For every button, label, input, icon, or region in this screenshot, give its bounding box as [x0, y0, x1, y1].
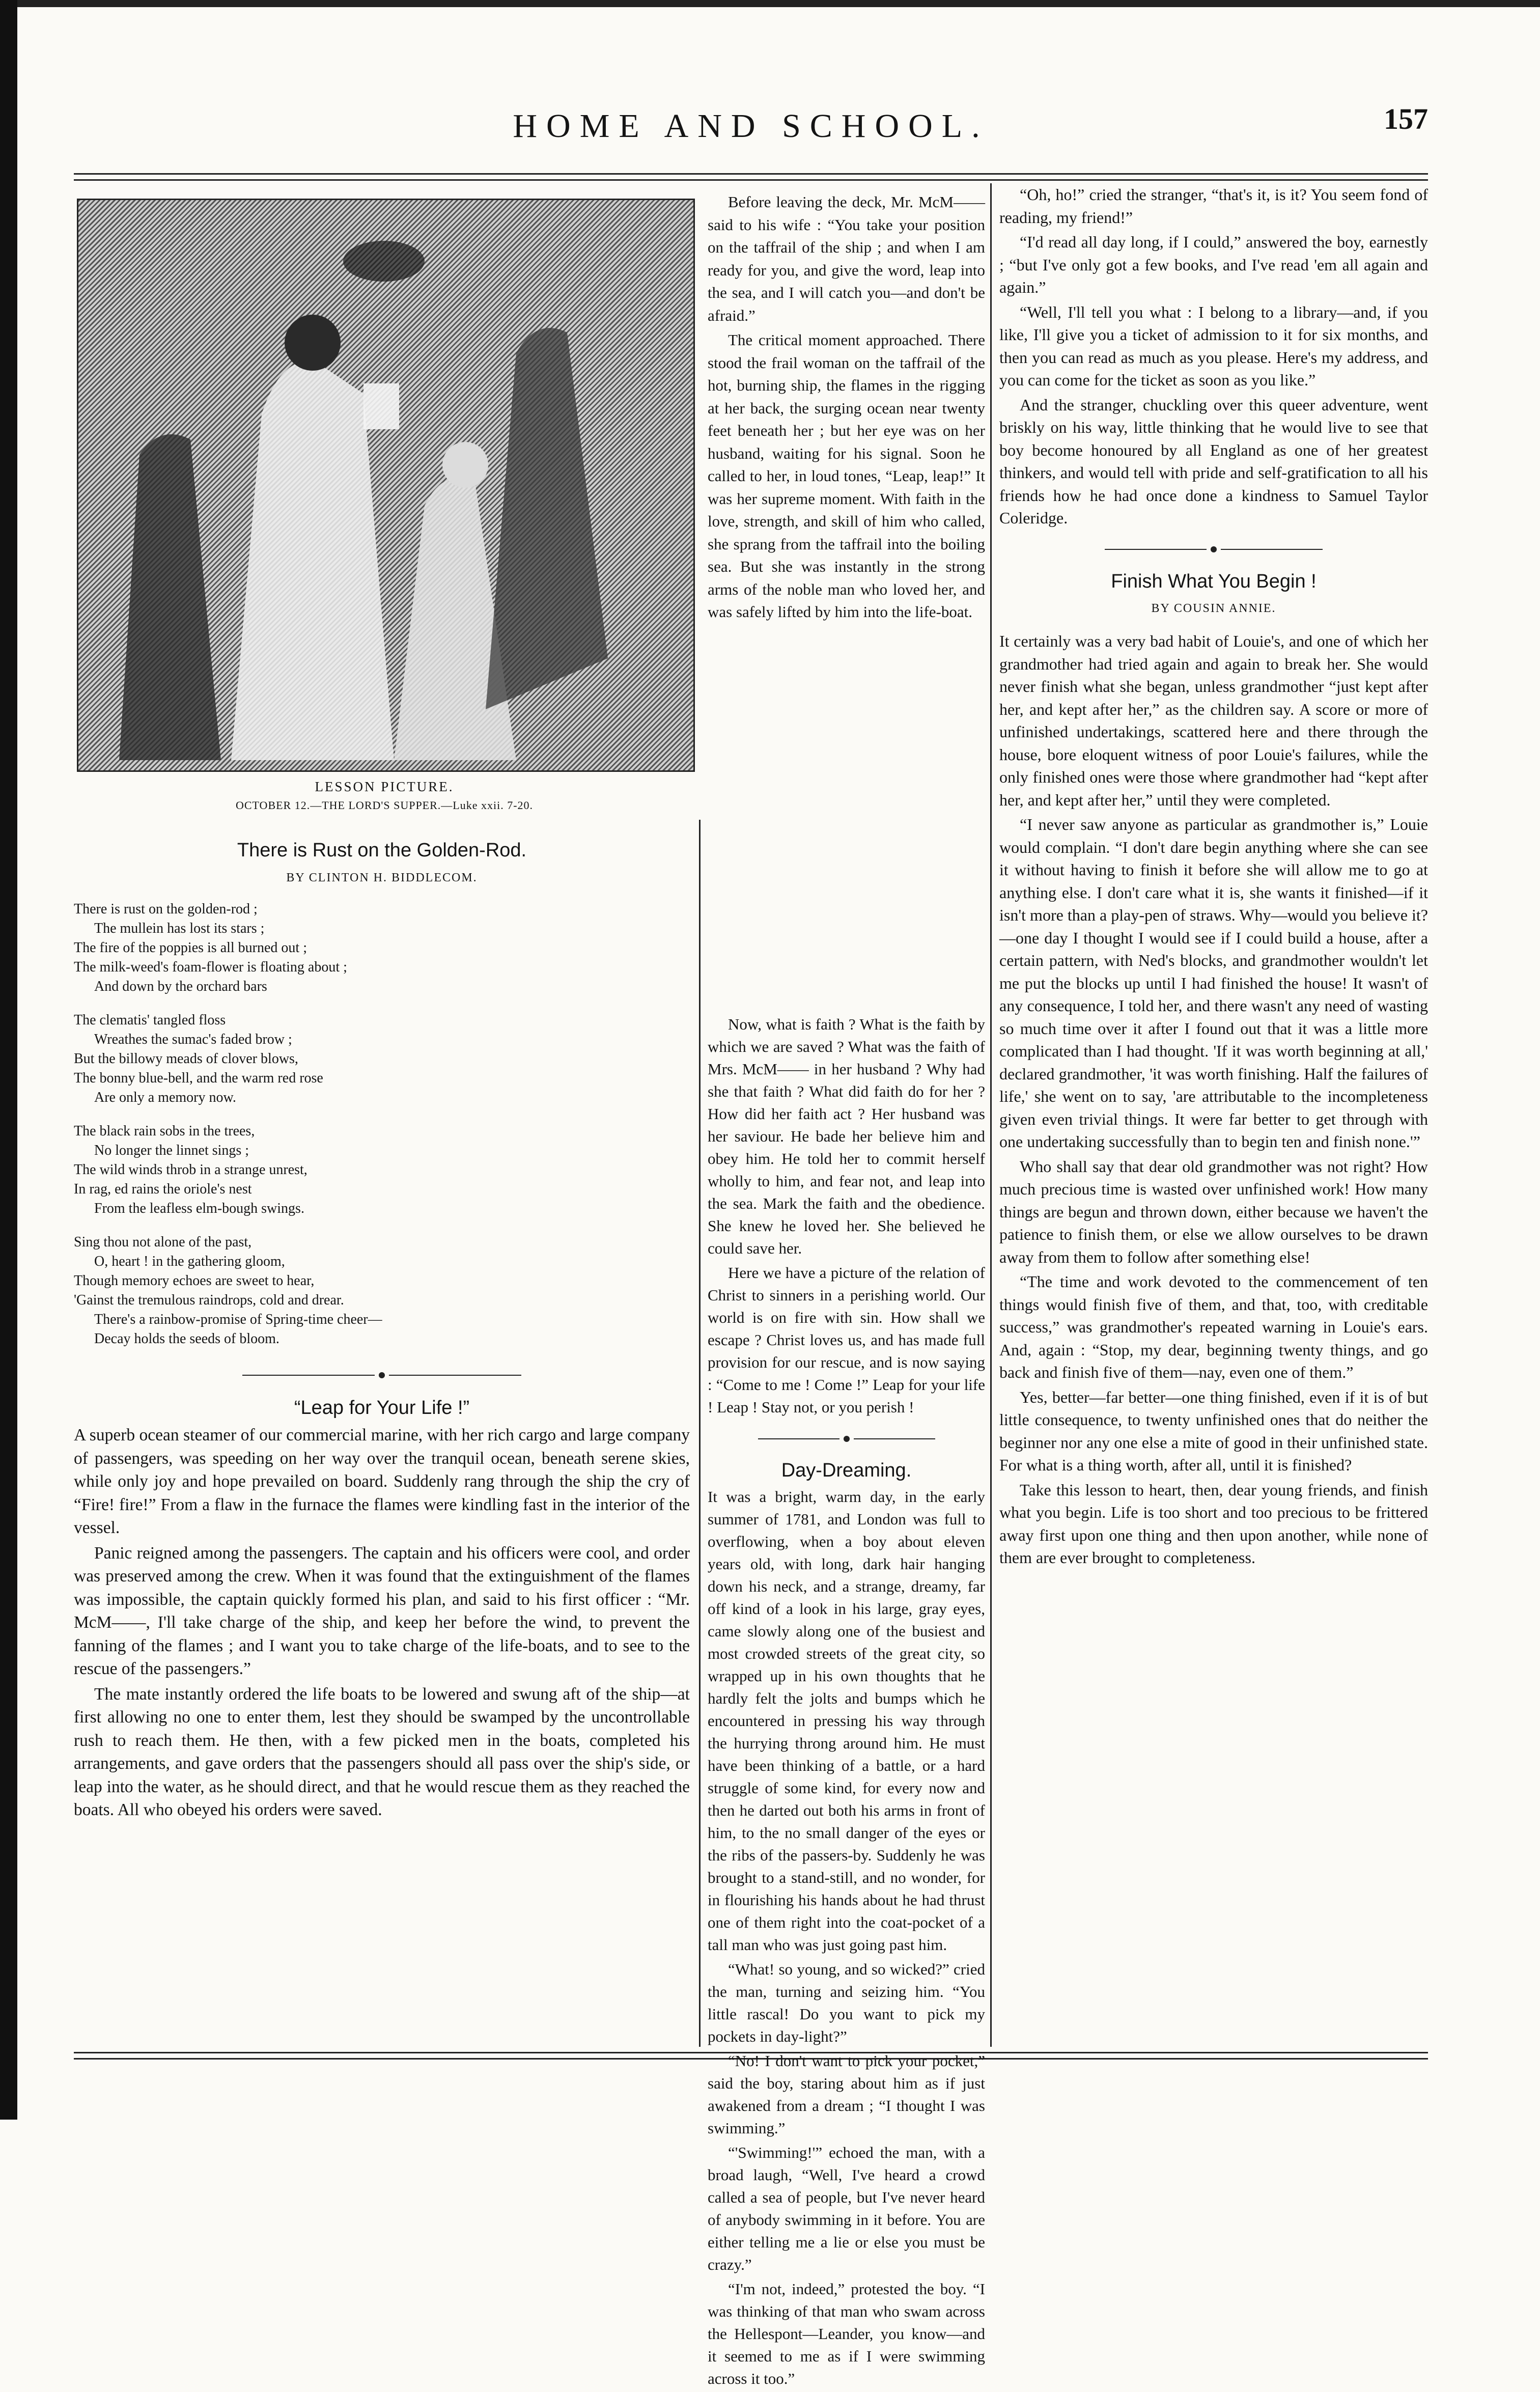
column-divider-2	[990, 183, 992, 2047]
poem-title: There is Rust on the Golden-Rod.	[237, 840, 527, 861]
finish-byline: BY COUSIN ANNIE.	[1151, 601, 1276, 615]
poem-stanza	[74, 1011, 690, 1107]
newspaper-page	[74, 66, 1428, 2387]
lesson-illustration	[77, 199, 695, 772]
finish-paragraph: Who shall say that dear old grandmother was not right? How much precious time is wasted over unfinished work! How many things are begun and thrown down, either because we haven't the patience to finish them, or else we allow ourselves to be drawn away from them to follow after something else!	[999, 1157, 1428, 1266]
leap-paragraph: Before leaving the deck, Mr. McM—— said to his wife : “You take your position on the taffrail of the ship ; and when I am ready for you, and give the word, leap into the sea, and I will catch you—and don't be afraid.”	[708, 193, 985, 324]
masthead	[74, 102, 1428, 168]
masthead-rule-bottom	[74, 179, 1428, 181]
column-1	[74, 830, 690, 1824]
masthead-title: HOME AND SCHOOL.	[513, 107, 989, 145]
scan-edge-left	[0, 0, 17, 2120]
poem-stanza	[74, 1122, 690, 1218]
poem-line: The black rain sobs in the trees,	[74, 1123, 255, 1139]
scan-edge-top	[0, 0, 1540, 7]
leap-paragraph: A superb ocean steamer of our commercial marine, with her rich cargo and large company of passengers, was speeding on her way over the tranquil ocean, beneath serene skies, while only joy and hope prevailed on board. Suddenly rang through the ship the cry of “Fire! fire!” From a flaw in the furnace the flames were kindling fast in the interior of the vessel.	[74, 1426, 690, 1537]
daydream-paragraph: “What! so young, and so wicked?” cried the man, turning and seizing him. “You little rascal! Do you want to pick my pockets in day-light?”	[708, 1960, 985, 2045]
poem-line: The clematis' tangled floss	[74, 1012, 226, 1028]
poem-byline: BY CLINTON H. BIDDLECOM.	[286, 871, 478, 884]
daydream-paragraph: “I'd read all day long, if I could,” answered the boy, earnestly ; “but I've only got a few books, and I've read 'em all again and again.”	[999, 233, 1428, 296]
poem-line: No longer the linnet sings ;	[94, 1143, 249, 1158]
poem-stanza	[74, 1233, 690, 1349]
leap-title: “Leap for Your Life !”	[294, 1397, 470, 1418]
daydream-title: Day-Dreaming.	[781, 1460, 912, 1481]
poem-line: O, heart ! in the gathering gloom,	[94, 1254, 285, 1269]
poem-line: From the leafless elm-bough swings.	[94, 1201, 304, 1216]
poem-line: Are only a memory now.	[94, 1090, 236, 1105]
poem-line: The wild winds throb in a strange unrest,	[74, 1162, 307, 1178]
masthead-rule-top	[74, 173, 1428, 175]
daydream-paragraph: “No! I don't want to pick your pocket,” said the boy, staring about him as if just awakened from a dream ; “I thought I was swimming.”	[708, 2052, 985, 2137]
column-3	[999, 183, 1428, 1571]
daydream-paragraph: And the stranger, chuckling over this queer adventure, went briskly on his way, little thinking that he would live to see that boy become honoured by all England as one of her greatest thinkers, and would tell with pride and self-gratification to all his friends how he had once done a kindness to Samuel Taylor Coleridge.	[999, 395, 1428, 527]
column-2-lower	[708, 1013, 985, 2392]
poem-line: The bonny blue-bell, and the warm red rose	[74, 1070, 323, 1086]
leap-paragraph: The mate instantly ordered the life boats to be lowered and swung aft of the ship—at first allowing no one to enter them, lest they should be swamped by the uncontrollable rush to reach them. He then, with a few picked men in the boats, completed his arrangements, and gave orders that the passengers should all pass over the ship's side, or leap into the water, as he should direct, and that he would rescue them as they reached the boats. All who obeyed his orders were saved.	[74, 1684, 690, 1819]
poem-line: Sing thou not alone of the past,	[74, 1234, 252, 1250]
finish-paragraph: “The time and work devoted to the commencement of ten things would finish five of them, and that, too, with creditable success,” was grandmother's repeated warning in Louie's ears. And, again : “Stop, my dear, beginning twenty things, and go back and finish five of them—nay, even one of them.”	[999, 1272, 1428, 1381]
finish-paragraph: Take this lesson to heart, then, dear young friends, and finish what you begin. Life is too short and too precious to be frittered away first upon one thing and then upon another, while none of them are ever brought to completeness.	[999, 1480, 1428, 1567]
poem-line: In rag, ed rains the oriole's nest	[74, 1181, 252, 1197]
leap-paragraph: The critical moment approached. There stood the frail woman on the taffrail of the hot, burning ship, the flames in the rigging at her back, the surging ocean near twenty feet beneath her ; but her eye was on her husband, waiting for his signal. Soon he called to her, in loud tones, “Leap, leap!” It was her supreme moment. With faith in the love, strength, and skill of him who called, she sprang from the taffrail into the boiling sea. But she was instantly in the strong arms of the noble man who loved her, and was safely lifted by him into the life-boat.	[708, 331, 985, 621]
column-2-upper	[708, 191, 985, 626]
daydream-paragraph: “Well, I'll tell you what : I belong to a library—and, if you like, I'll give you a ticket of admission to it for six months, and then you can read as much as you please. Here's my address, and you can come for the ticket as soon as you like.”	[999, 302, 1428, 389]
leap-paragraph: Now, what is faith ? What is the faith by which we are saved ? What was the faith of Mrs. McM—— in her husband ? Why had she that faith ? What did faith do for her ? How did her faith act ? Her husband was her saviour. He bade her believe him and obey him. He told her to commit herself wholly to him, and fear not, and leap into the sea. Mark the faith and the obedience. She knew he loved her. She believed he could save her.	[708, 1015, 985, 1257]
finish-paragraph: “I never saw anyone as particular as grandmother is,” Louie would complain. “I don't dare begin anything where she can see it without having to finish it before she will allow me to go at anything else. I don't care what it is, she wants it finished—if it isn't more than a play-pen of straws. Why—would you believe it?—one day I thought I would see if I could build a house, after a certain pattern, with Ned's blocks, and grandmother wouldn't let me put the blocks up until I had finished the house! It wasn't of any consequence, I told her, and there wasn't any need of wasting so much time over it after I found out that it was a little more complicated than I had thought. 'If it was worth beginning at all,' declared grandmother, 'it was worth finishing. Half the failures of life,' she went on to say, 'are attributable to the incompleteness given even trivial things. It were far better to get through with one undertaking successfully than to begin ten and finish none.'”	[999, 815, 1428, 1151]
poem-line: There is rust on the golden-rod ;	[74, 901, 258, 917]
poem-line: The milk-weed's foam-flower is floating about ;	[74, 959, 347, 975]
section-separator	[74, 1363, 690, 1386]
poem-stanza	[74, 900, 690, 996]
poem-line: But the billowy meads of clover blows,	[74, 1051, 298, 1067]
poem-line: The fire of the poppies is all burned out ;	[74, 940, 307, 956]
illustration-caption	[74, 779, 695, 812]
daydream-paragraph: “I'm not, indeed,” protested the boy. “I was thinking of that man who swam across the Hellespont—Leander, you know—and it seemed to me as if I were swimming across it too.”	[708, 2280, 985, 2387]
daydream-paragraph: “'Swimming!'” echoed the man, with a broad laugh, “Well, I've heard a crowd called a sea of people, but I've never heard of anybody swimming in it before. You are either telling me a lie or else you must be crazy.”	[708, 2144, 985, 2273]
caption-reference: OCTOBER 12.—THE LORD'S SUPPER.—Luke xxii. 7-20.	[235, 799, 534, 812]
poem-stanzas	[74, 900, 690, 1349]
lords-supper-engraving	[78, 200, 693, 770]
page-number: 157	[1384, 102, 1428, 135]
section-separator	[708, 1427, 985, 1449]
daydream-paragraph: It was a bright, warm day, in the early summer of 1781, and London was full to overflowing, when a boy about eleven years old, with long, dark hair hanging down his neck, and a strange, dreamy, far off kind of a look in his large, gray eyes, came slowly along one of the busiest and most crowded streets of the great city, so wrapped up in his own thoughts that he hardly felt the jolts and bumps which he encountered in pressing his way through the hurrying throng around him. He must have been thinking of a battle, or a hard struggle of some kind, for every now and then he darted out both his arms in front of him, to the no small danger of the eyes or the ribs of the passers-by. Suddenly he was brought to a stand-still, and no wonder, for in flourishing his hands about he had thrust one of them right into the coat-pocket of a tall man who was just going past him.	[708, 1488, 985, 1954]
finish-paragraph: Yes, better—far better—one thing finished, even if it is of but little consequence, to twenty unfinished ones that do neither the beginner nor any one else a mite of good in their unfinished state. For what is a thing worth, after all, until it is finished?	[999, 1387, 1428, 1474]
poem-line: 'Gainst the tremulous raindrops, cold and drear.	[74, 1292, 344, 1308]
daydream-paragraph: “Oh, ho!” cried the stranger, “that's it, is it? You seem fond of reading, my friend!”	[999, 185, 1428, 227]
poem-line: The mullein has lost its stars ;	[94, 921, 265, 936]
leap-paragraph: Here we have a picture of the relation of Christ to sinners in a perishing world. Our world is on fire with sin. How shall we escape ? Christ loves us, and has made full provision for our rescue, and is now saying : “Come to me ! Come !” Leap for your life ! Leap ! Stay not, or you perish !	[708, 1264, 985, 1416]
column-divider-1	[699, 820, 701, 2047]
poem-line: Wreathes the sumac's faded brow ;	[94, 1032, 292, 1047]
finish-title: Finish What You Begin !	[1111, 571, 1317, 592]
poem-line: There's a rainbow-promise of Spring-time cheer—	[94, 1312, 382, 1327]
poem-line: Decay holds the seeds of bloom.	[94, 1331, 279, 1347]
finish-paragraph: It certainly was a very bad habit of Louie's, and one of which her grandmother had tried again and again to break her. She would never finish what she began, unless grandmother “just kept after her, and kept after her,” as the children say. A score or more of unfinished undertakings, scattered here and there through the house, bore eloquent witness of poor Louie's failures, while the only finished ones were those where grandmother had “kept after her, and kept after her,” until they were completed.	[999, 632, 1428, 809]
leap-paragraph: Panic reigned among the passengers. The captain and his officers were cool, and order was preserved among the crew. When it was found that the extinguishment of the flames was impossible, the captain quickly formed his plan, and said to his first officer : “Mr. McM——, I'll take charge of the ship, and keep her before the wind, to prevent the fanning of the flames ; and I want you to take charge of the life-boats, and to see to the rescue of the passengers.”	[74, 1543, 690, 1678]
poem-line: And down by the orchard bars	[94, 979, 267, 994]
poem-line: Though memory echoes are sweet to hear,	[74, 1273, 315, 1289]
section-separator	[999, 538, 1428, 561]
caption-title: LESSON PICTURE.	[315, 779, 454, 794]
